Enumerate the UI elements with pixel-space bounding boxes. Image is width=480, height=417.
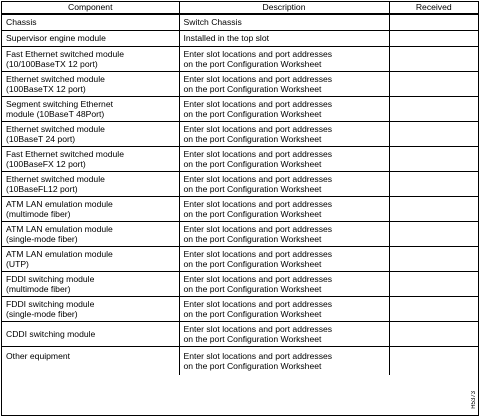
header-component: Component — [2, 2, 179, 14]
component-text: ATM LAN emulation module — [6, 198, 113, 209]
received-cell[interactable] — [389, 222, 478, 247]
component-cell — [2, 14, 179, 31]
component-text: Other equipment — [6, 351, 71, 361]
component-text: Fast Ethernet switched module — [6, 148, 124, 159]
component-cell — [2, 97, 179, 122]
table-row — [2, 222, 478, 247]
description-text: on the port Configuration Worksheet — [183, 184, 322, 194]
table-row — [2, 31, 478, 47]
received-cell[interactable] — [389, 322, 478, 347]
description-text: on the port Configuration Worksheet — [183, 159, 322, 169]
component-cell — [2, 322, 179, 347]
description-cell — [179, 272, 389, 297]
received-cell[interactable] — [389, 97, 478, 122]
header-received: Received — [389, 2, 478, 14]
component-text: FDDI switching module — [6, 298, 95, 309]
table-row — [2, 97, 478, 122]
received-cell[interactable] — [389, 147, 478, 172]
description-cell — [179, 322, 389, 347]
component-text: (single-mode fiber) — [6, 309, 78, 319]
component-cell — [2, 222, 179, 247]
table-row — [2, 14, 478, 31]
received-cell[interactable] — [389, 72, 478, 97]
table-row — [2, 47, 478, 72]
description-text: Switch Chassis — [183, 17, 242, 28]
description-cell — [179, 47, 389, 72]
received-cell[interactable] — [389, 297, 478, 322]
component-cell — [2, 197, 179, 222]
component-text: (10BaseT 24 port) — [6, 134, 76, 144]
description-text: Enter slot locations and port addresses — [183, 48, 333, 59]
description-cell — [179, 122, 389, 147]
received-cell[interactable] — [389, 122, 478, 147]
description-cell — [179, 347, 389, 376]
component-text: (100BaseTX 12 port) — [6, 84, 86, 94]
component-text: Chassis — [6, 17, 37, 28]
component-text: (single-mode fiber) — [6, 234, 78, 244]
description-text: Enter slot locations and port addresses — [183, 350, 333, 361]
component-text: Supervisor engine module — [6, 33, 106, 44]
component-text: Ethernet switched module — [6, 173, 105, 184]
description-text: Enter slot locations and port addresses — [183, 123, 333, 134]
component-text: CDDI switching module — [6, 328, 96, 339]
description-text: Enter slot locations and port addresses — [183, 198, 333, 209]
description-text: Enter slot locations and port addresses — [183, 98, 333, 109]
table-row — [2, 347, 478, 376]
table-row — [2, 272, 478, 297]
component-text: ATM LAN emulation module — [6, 223, 113, 234]
component-cell — [2, 72, 179, 97]
component-text: Fast Ethernet switched module — [6, 48, 124, 59]
description-text: on the port Configuration Worksheet — [183, 284, 322, 294]
description-text: on the port Configuration Worksheet — [183, 259, 322, 269]
received-cell[interactable] — [389, 14, 478, 31]
description-text: Enter slot locations and port addresses — [183, 298, 333, 309]
description-cell — [179, 172, 389, 197]
component-text: (100BaseFX 12 port) — [6, 159, 86, 169]
description-text: Enter slot locations and port addresses — [183, 248, 333, 259]
received-cell[interactable] — [389, 172, 478, 197]
component-cell — [2, 347, 179, 376]
description-text: Enter slot locations and port addresses — [183, 273, 333, 284]
description-cell — [179, 72, 389, 97]
component-cell — [2, 31, 179, 47]
component-cell — [2, 122, 179, 147]
component-text: FDDI switching module — [6, 273, 95, 284]
description-cell — [179, 297, 389, 322]
received-cell[interactable] — [389, 272, 478, 297]
component-cell — [2, 147, 179, 172]
table-row — [2, 147, 478, 172]
header-description: Description — [179, 2, 389, 14]
description-cell — [179, 247, 389, 272]
component-checklist-table — [2, 2, 478, 375]
component-text: module (10BaseT 48Port) — [6, 109, 105, 119]
component-text: ATM LAN emulation module — [6, 248, 113, 259]
description-cell — [179, 222, 389, 247]
table-row — [2, 122, 478, 147]
table-row — [2, 197, 478, 222]
description-text: on the port Configuration Worksheet — [183, 209, 322, 219]
component-text: (10/100BaseTX 12 port) — [6, 59, 98, 69]
description-cell — [179, 197, 389, 222]
description-text: on the port Configuration Worksheet — [183, 309, 322, 319]
figure-id: H5373 — [471, 391, 477, 409]
description-text: Installed in the top slot — [183, 33, 270, 44]
component-text: Segment switching Ethernet — [6, 98, 114, 109]
description-text: Enter slot locations and port addresses — [183, 223, 333, 234]
table-row — [2, 247, 478, 272]
description-text: Enter slot locations and port addresses — [183, 148, 333, 159]
component-cell — [2, 47, 179, 72]
description-cell — [179, 14, 389, 31]
description-text: on the port Configuration Worksheet — [183, 234, 322, 244]
description-text: on the port Configuration Worksheet — [183, 334, 322, 344]
component-cell — [2, 297, 179, 322]
description-cell — [179, 31, 389, 47]
description-text: on the port Configuration Worksheet — [183, 361, 322, 371]
table-row — [2, 322, 478, 347]
description-text: Enter slot locations and port addresses — [183, 73, 333, 84]
component-cell — [2, 247, 179, 272]
received-cell[interactable] — [389, 247, 478, 272]
description-text: on the port Configuration Worksheet — [183, 109, 322, 119]
header-row — [2, 2, 478, 14]
description-text: on the port Configuration Worksheet — [183, 59, 322, 69]
table-row — [2, 172, 478, 197]
component-text: Ethernet switched module — [6, 123, 105, 134]
component-text: (UTP) — [6, 259, 29, 269]
component-cell — [2, 172, 179, 197]
description-text: Enter slot locations and port addresses — [183, 323, 333, 334]
table-row — [2, 72, 478, 97]
component-text: Ethernet switched module — [6, 73, 105, 84]
description-cell — [179, 147, 389, 172]
component-text: (10BaseFL12 port) — [6, 184, 78, 194]
component-text: (multimode fiber) — [6, 284, 71, 294]
description-text: on the port Configuration Worksheet — [183, 84, 322, 94]
received-cell[interactable] — [389, 31, 478, 47]
description-text: on the port Configuration Worksheet — [183, 134, 322, 144]
description-cell — [179, 97, 389, 122]
description-text: Enter slot locations and port addresses — [183, 173, 333, 184]
checklist-frame — [1, 1, 479, 416]
received-cell[interactable] — [389, 197, 478, 222]
table-row — [2, 297, 478, 322]
component-cell — [2, 272, 179, 297]
received-cell[interactable] — [389, 347, 478, 376]
component-text: (multimode fiber) — [6, 209, 71, 219]
received-cell[interactable] — [389, 47, 478, 72]
